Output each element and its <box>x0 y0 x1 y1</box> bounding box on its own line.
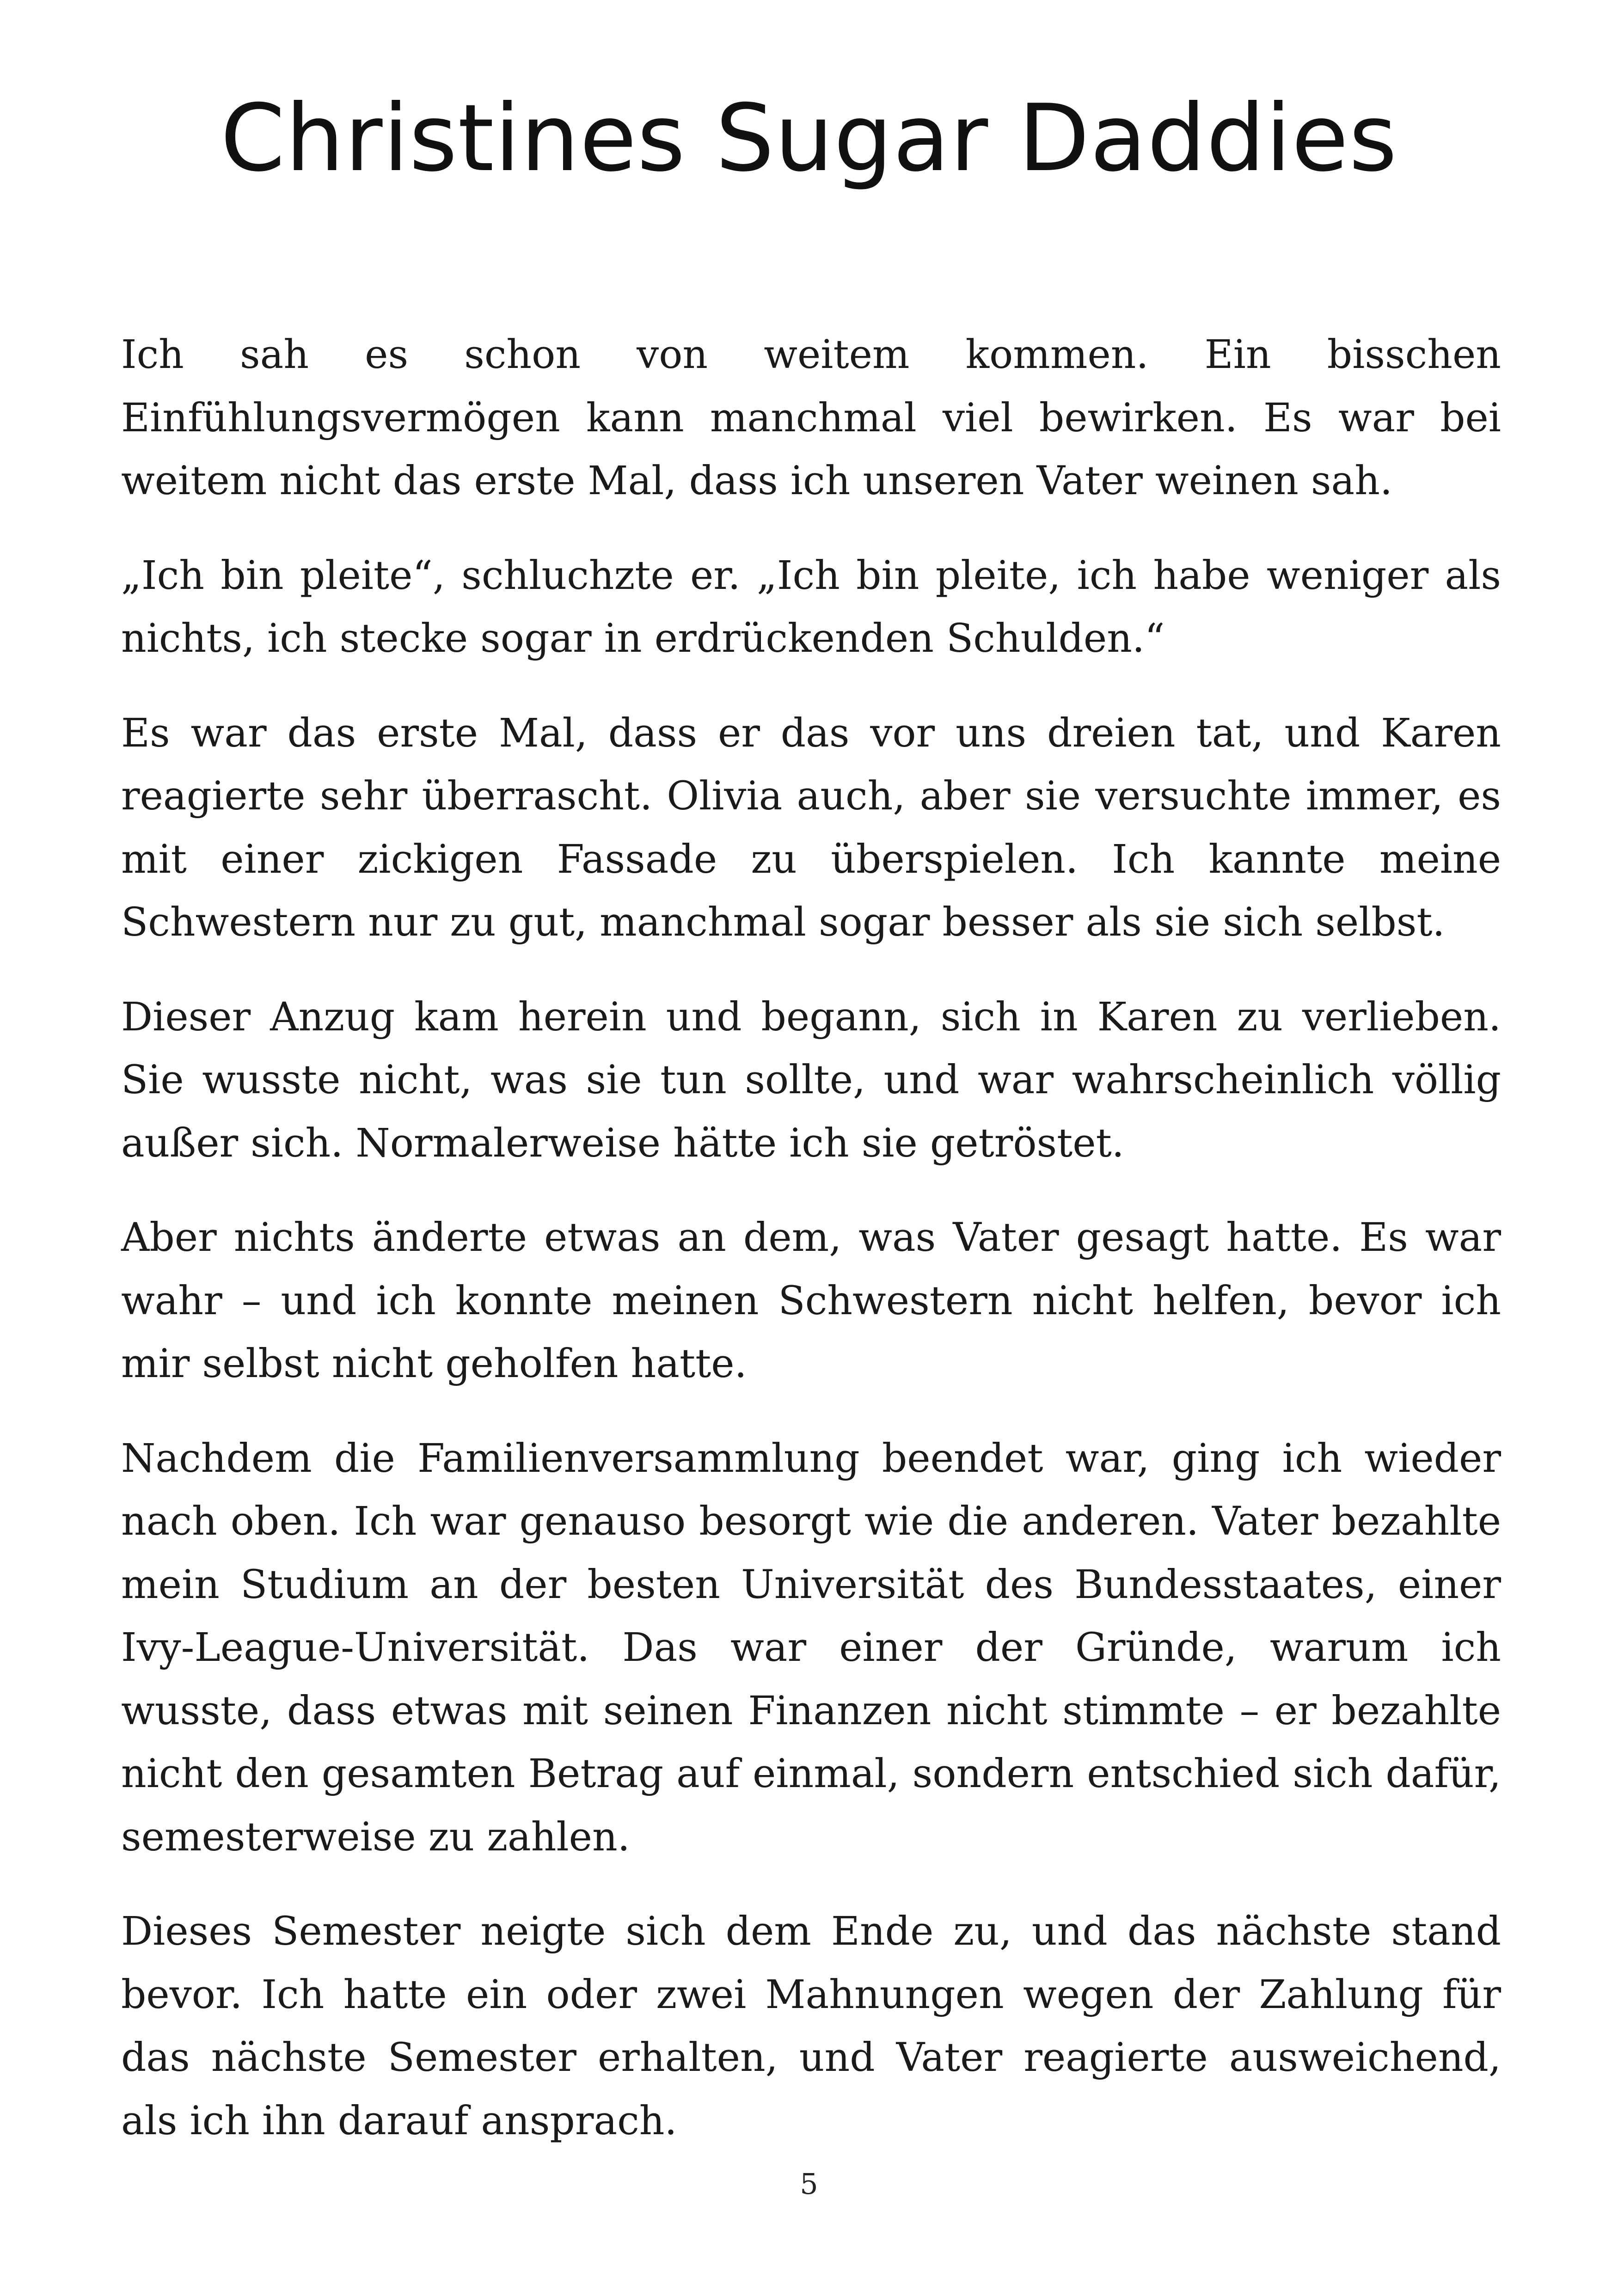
paragraph: Aber nichts änderte etwas an dem, was Vater gesagt hatte. Es war wahr – und ich konnte meinen Schwestern nicht helfen, bevor ich mir selbst nicht geholfen hatte. <box>121 1215 1501 1387</box>
body-text <box>121 324 1501 2184</box>
paragraph: Dieser Anzug kam herein und begann, sich in Karen zu verlieben. Sie wusste nicht, was sie tun sollte, und war wahrscheinlich völlig außer sich. Normalerweise hätte ich sie getröstet. <box>121 994 1501 1166</box>
chapter-title: Christines Sugar Daddies <box>220 85 1398 192</box>
paragraph: „Ich bin pleite“, schluchzte er. „Ich bin pleite, ich habe weniger als nichts, ich stecke sogar in erdrückenden Schulden.“ <box>121 552 1501 661</box>
page-number: 5 <box>800 2167 818 2201</box>
paragraph: Nachdem die Familienversammlung beendet war, ging ich wieder nach oben. Ich war genauso besorgt wie die anderen. Vater bezahlte mein Studium an der besten Universität des Bundesstaates, einer Ivy-League-Universität. Das war einer der Gründe, warum ich wusste, dass etwas mit seinen Finanzen nicht stimmte – er bezahlte nicht den gesamten Betrag auf einmal, sondern entschied sich dafür, semesterweise zu zahlen. <box>121 1435 1501 1860</box>
paragraph: Es war das erste Mal, dass er das vor uns dreien tat, und Karen reagierte sehr überrascht. Olivia auch, aber sie versuchte immer, es mit einer zickigen Fassade zu überspielen. Ich kannte meine Schwestern nur zu gut, manchmal sogar besser als sie sich selbst. <box>121 710 1501 945</box>
paragraph: Dieses Semester neigte sich dem Ende zu, und das nächste stand bevor. Ich hatte ein oder zwei Mahnungen wegen der Zahlung für das nächste Semester erhalten, und Vater reagierte ausweichend, als ich ihn darauf ansprach. <box>121 1909 1501 2144</box>
paragraph: Ich sah es schon von weitem kommen. Ein bisschen Einfühlungsvermögen kann manchmal viel bewirken. Es war bei weitem nicht das erste Mal, dass ich unseren Vater weinen sah. <box>121 332 1501 504</box>
